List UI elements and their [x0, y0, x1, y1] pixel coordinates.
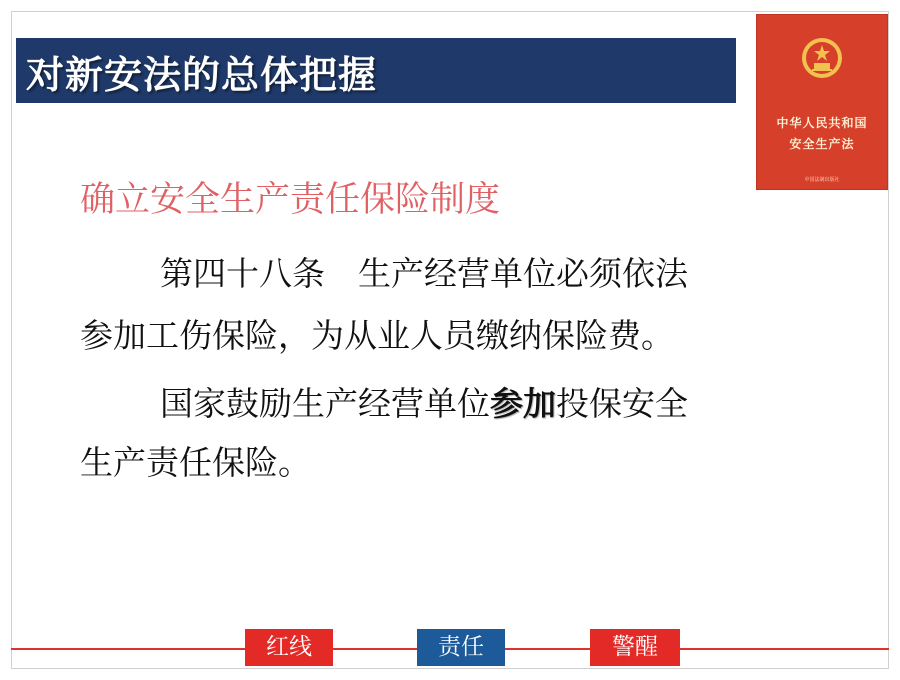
- footer-tab-alert[interactable]: 警醒: [590, 629, 680, 666]
- encourage-line-2: 生产责任保险。: [80, 443, 311, 482]
- title-bar: [16, 38, 736, 103]
- encourage-text-pre: 国家鼓励生产经营单位: [160, 384, 490, 423]
- book-title-line-2: 安全生产法: [789, 137, 855, 151]
- footer-tab-responsibility[interactable]: 责任: [417, 629, 505, 666]
- highlighted-word: 参加: [490, 384, 556, 423]
- book-title-line-1: 中华人民共和国: [776, 116, 868, 130]
- encourage-text-post: 投保安全: [556, 384, 688, 423]
- law-book-cover-image: [756, 14, 888, 190]
- section-heading: 确立安全生产责任保险制度: [80, 180, 501, 220]
- encourage-line-1: [160, 378, 688, 425]
- footer-tab-red-line[interactable]: 红线: [245, 629, 333, 666]
- article-48-line-2: 参加工伤保险，为从业人员缴纳保险费。: [80, 316, 674, 355]
- national-emblem-icon: [800, 36, 844, 80]
- slide-title: 对新安法的总体把握: [26, 53, 378, 97]
- article-48-line-1: 第四十八条 生产经营单位必须依法: [160, 254, 688, 293]
- book-publisher: 中国法制出版社: [804, 177, 840, 183]
